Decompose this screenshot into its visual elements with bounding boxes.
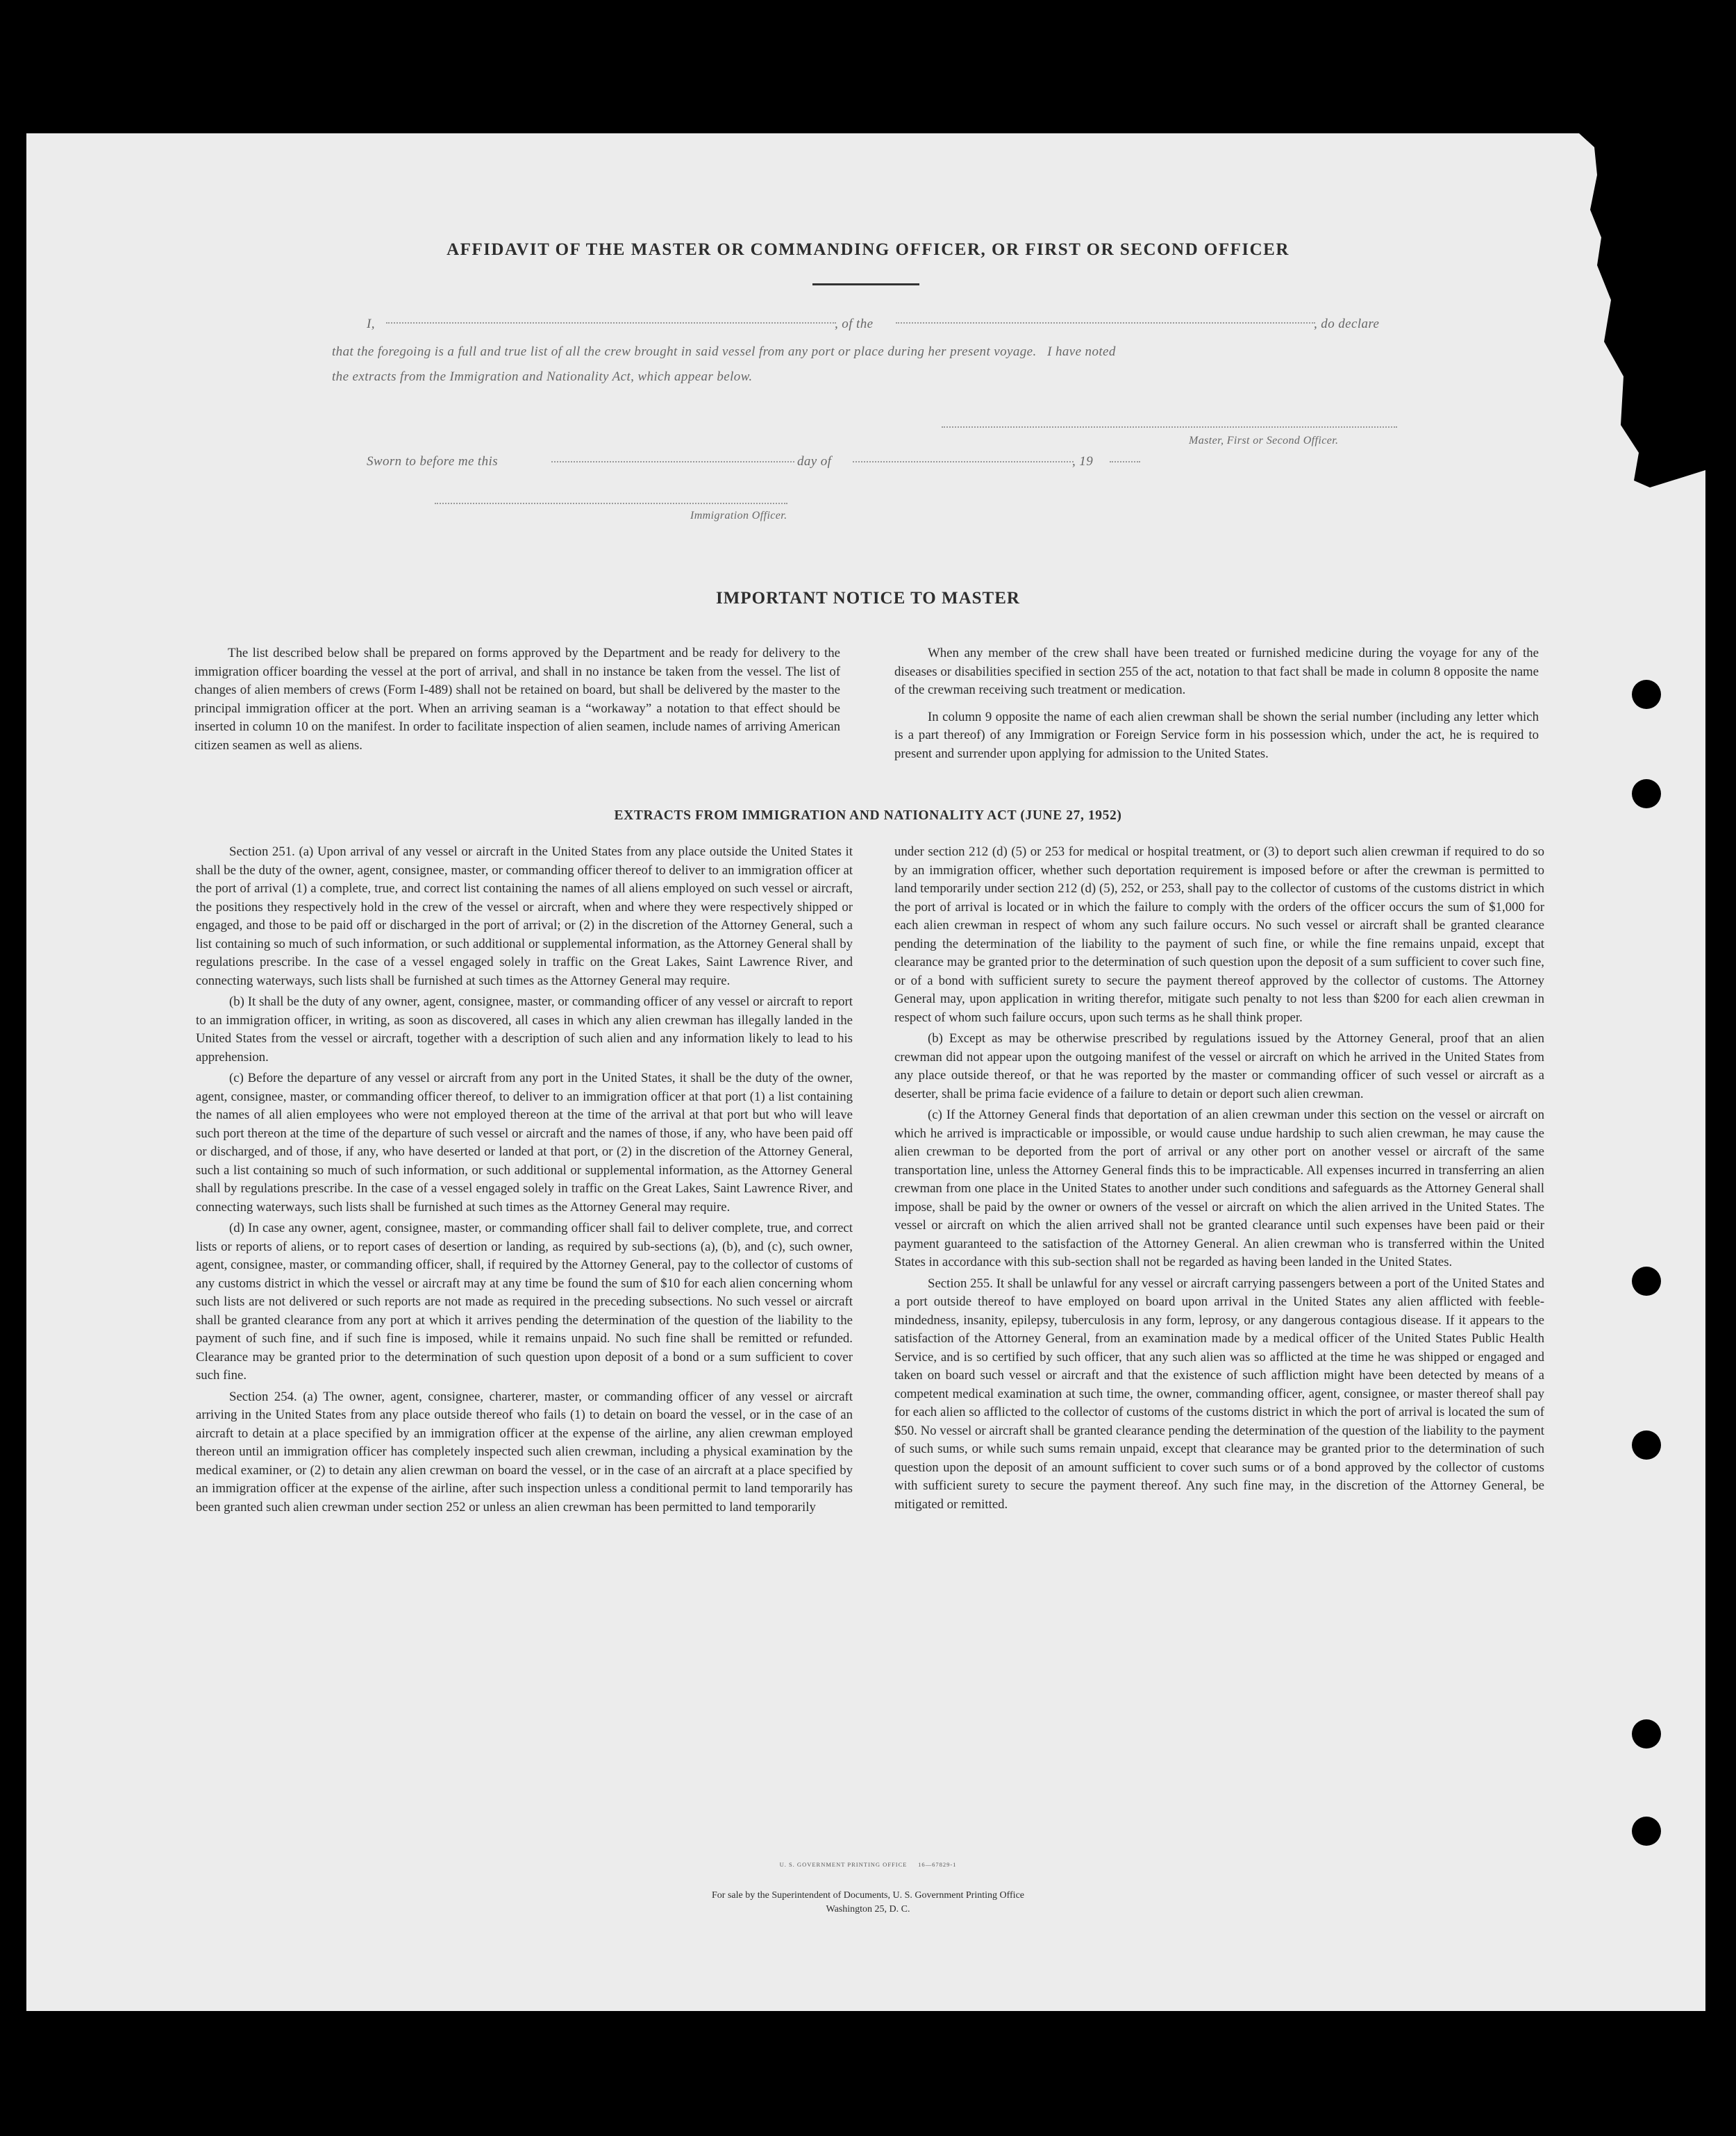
sworn-day-field[interactable]: [551, 461, 794, 462]
master-name-field[interactable]: [386, 322, 836, 324]
master-signature-field[interactable]: [942, 426, 1397, 428]
extract-paragraph: Section 255. It shall be unlawful for any vessel or aircraft carrying passengers between a port of the United States and a port outside thereof to have employed on board upon arrival in the United States any alien afflicted with feeble-mindedness, insanity, epilepsy, tuberculosis in any form, leprosy, or any dangerous contagious disease. If it appears to the satisfaction of the Attorney General, from an examination made by a medical officer of the United States Public Health Service, and is so certified by such officer, that any such alien was so afflicted at the time he was shipped or engaged and taken on board such vessel or aircraft and that the existence of such affliction might have been detected by means of a competent medical examination at such time, the owner, commanding officer, agent, consignee, or master thereof shall pay for each alien so afflicted to the collector of customs of the customs district in which the port of arrival is located the sum of $50. No vessel or aircraft shall be granted clearance pending the determination of the question of the liability to the payment of such sums, or while such sums remain unpaid, except that clearance may be granted prior to the determination of such question upon the deposit of an amount sufficient to cover such sums or of a bond approved by the collector of customs with sufficient surety to secure the payment thereof. Any such fine may, in the discretion of the Attorney General, be mitigated or remitted.: [894, 1276, 1544, 1512]
affidavit-statement-line2: the extracts from the Immigration and Nationality Act, which appear below.: [332, 369, 753, 384]
title-rule: [812, 283, 919, 285]
notice-right-paragraph: When any member of the crew shall have been treated or furnished medicine during the voyage for any of the diseases or disabilities specified in section 255 of the act, notation to that fact shall be made in column 8 opposite the name of the crewman receiving such treatment or medication.: [894, 646, 1539, 697]
extract-paragraph: Section 251. (a) Upon arrival of any vessel or aircraft in the United States from any place outside the United States it shall be the duty of the owner, agent, consignee, master, or commanding officer thereof to deliver to an immigration officer at the port of arrival (1) a complete, true, and correct list containing the names of all aliens employed on such vessel or aircraft, the positions they respectively hold in the crew of the vessel or aircraft, when and where they were respectively shipped or engaged, and those to be paid off or discharged in the port of arrival; or (2) in the discretion of the Attorney General, such a list containing so much of such information, or such additional or supplemental information, as the Attorney General shall by regulations prescribe. In the case of a vessel engaged solely in traffic on the Great Lakes, Saint Lawrence River, and connecting waterways, such lists shall be furnished at such times as the Attorney General may require.: [196, 844, 853, 988]
immigration-officer-label: Immigration Officer.: [690, 510, 787, 522]
extract-paragraph: (b) It shall be the duty of any owner, agent, consignee, master, or commanding officer of any vessel or aircraft to report to an immigration officer, in writing, as soon as discovered, all cases in which any alien crewman has illegally landed in the United States from the vessel or aircraft, together with a description of such alien and any information likely to lead to his apprehension.: [196, 994, 853, 1065]
binder-hole: [1632, 1817, 1661, 1846]
binder-hole: [1632, 1719, 1661, 1749]
sale-notice-line2: Washington 25, D. C.: [826, 1904, 910, 1914]
binder-hole: [1632, 779, 1661, 808]
extract-paragraph: (c) If the Attorney General finds that deportation of an alien crewman under this section on the vessel or aircraft on which he arrived is impracticable or impossible, or would cause undue hardship to such alien crewman, he may cause the alien crewman to be deported from the port of arrival or any other port on another vessel or aircraft of the same transportation line, unless the Attorney General finds this to be impracticable. All expenses incurred in transferring an alien crewman from one place in the United States to another under such conditions and safeguards as the Attorney General shall impose, shall be paid by the owner or owners of the vessel or aircraft on which the alien arrived in the United States. The vessel or aircraft on which the alien arrived shall not be granted clearance until such expenses have been paid or their payment guaranteed to the satisfaction of the Attorney General. An alien crewman who is transferred within the United States in accordance with this sub-section shall not be regarded as having been landed in the United States.: [894, 1108, 1544, 1269]
notice-right-column: [894, 644, 1539, 763]
affidavit-statement-line1: that the foregoing is a full and true list of all the crew brought in said vessel from any port or place during her present voyage. I have noted: [332, 344, 1116, 359]
extracts-left-column: [196, 843, 853, 1517]
notice-title: IMPORTANT NOTICE TO MASTER: [716, 589, 1020, 608]
extract-paragraph: (c) Before the departure of any vessel or aircraft from any port in the United States, it shall be the duty of the owner, agent, consignee, master, or commanding officer thereof, to deliver to an immigration officer at that port (1) a list containing the names of all alien employees who were not employed thereon at the time of the arrival at that port but who will leave such port thereon at the time of the departure of such vessel or aircraft and the names of those, if any, who have been paid off or discharged, and of those, if any, who have deserted or landed at that port, or (2) in the discretion of the Attorney General, such a list containing so much of such information, or such additional or supplemental information, as the Attorney General shall by regulations prescribe. In the case of a vessel engaged solely in traffic on the Great Lakes, Saint Lawrence River, and connecting waterways, such lists shall be furnished at such times as the Attorney General may require.: [196, 1071, 853, 1215]
immigration-officer-signature-field[interactable]: [435, 503, 787, 504]
extracts-right-column: [894, 843, 1544, 1514]
binder-hole: [1632, 680, 1661, 709]
notice-left-paragraph: The list described below shall be prepared on forms approved by the Department and be ready for delivery to the immigration officer boarding the vessel at the port of arrival, and shall in no instance be taken from the vessel. The list of changes of alien members of crews (Form I-489) shall not be retained on board, but shall be delivered by the master to the principal immigration officer at the port. When an arriving seaman is a “workaway” a notation to that effect should be inserted in column 10 on the manifest. In order to facilitate inspection of alien seamen, include names of arriving American citizen seamen as well as aliens.: [194, 646, 840, 753]
extract-paragraph: (d) In case any owner, agent, consignee, master, or commanding officer shall fail to deliver complete, true, and correct lists or reports of aliens, or to report cases of desertion or landing, as required by sub-sections (a), (b), and (c), such owner, agent, consignee, master, or commanding officer, shall, if required by the Attorney General, pay to the collector of customs of any customs district in which the vessel or aircraft may at any time be found the sum of $10 for each alien concerning whom such lists are not delivered or such reports are not made as required in the preceding subsections. No such vessel or aircraft shall be granted clearance from any port at which it arrives pending the determination of the question of the liability to the payment of such fine, and if such fine is imposed, while it remains unpaid. No such fine shall be remitted or refunded. Clearance may be granted prior to the determination of such question upon deposit of a bond or a sum sufficient to cover such fine.: [196, 1221, 853, 1383]
year-label: , 19: [1072, 454, 1094, 469]
notice-right-paragraph: In column 9 opposite the name of each alien crewman shall be shown the serial number (including any letter which is a part thereof) of any Immigration or Foreign Service form in his possession which, under the act, he is required to present and surrender upon applying for admission to the United States.: [894, 709, 1539, 761]
affidavit-of-the-label: , of the: [835, 317, 874, 331]
vessel-name-field[interactable]: [896, 322, 1315, 324]
notice-left-column: [194, 644, 840, 755]
binder-hole: [1632, 1430, 1661, 1460]
extract-paragraph: under section 212 (d) (5) or 253 for medical or hospital treatment, or (3) to deport such alien crewman if required to do so by an immigration officer, whether such deportation requirement is imposed before or after the crewman is permitted to land temporarily under section 212 (d) (5), 252, or 253, shall pay to the collector of customs of the customs district in which the port of arrival is located or in which the failure to comply with the orders of the officer occurs the sum of $1,000 for each alien crewman in respect of whom any such failure occurs. No such vessel or aircraft shall be granted clearance pending the determination of the liability to the payment of such fine, or while the fine remains unpaid, except that clearance may be granted prior to the determination of such question upon the deposit of a sum sufficient to cover such fine, or of a bond with sufficient surety to secure the payment thereof approved by the collector of customs. The Attorney General may, upon application in writing therefor, mitigate such penalty to not less than $200 for each alien crewman in respect of whom such failure occurs, upon such terms as he shall think proper.: [894, 844, 1544, 1025]
sworn-month-field[interactable]: [853, 461, 1074, 462]
sale-notice-line1: For sale by the Superintendent of Documents, U. S. Government Printing Office: [712, 1890, 1024, 1901]
binder-hole: [1632, 1267, 1661, 1296]
extract-paragraph: (b) Except as may be otherwise prescribed by regulations issued by the Attorney General, proof that an alien crewman did not appear upon the outgoing manifest of the vessel or aircraft on which he arrived in the United States from any place outside thereof, or that he was reported by the master or commanding officer of such vessel or aircraft as a deserter, shall be prima facie evidence of a failure to detain or deport such alien crewman.: [894, 1031, 1544, 1101]
affidavit-i-label: I,: [367, 317, 375, 331]
affidavit-title: AFFIDAVIT OF THE MASTER OR COMMANDING OFFICER, OR FIRST OR SECOND OFFICER: [446, 240, 1290, 259]
extract-paragraph: Section 254. (a) The owner, agent, consignee, charterer, master, or commanding officer of any vessel or aircraft arriving in the United States from any place outside thereof who fails (1) to detain on board the vessel, or in the case of an aircraft to detain at a place specified by an immigration officer at the expense of the airline, any alien crewman employed thereon until an immigration officer has completely inspected such alien crewman, including a physical examination by the medical examiner, or (2) to detain any alien crewman on board the vessel, or in the case of an aircraft at a place specified by an immigration officer at the expense of the airline, after such inspection unless a conditional permit to land temporarily has been granted such alien crewman under section 252 or unless an alien crewman has been permitted to land temporarily: [196, 1389, 853, 1515]
sworn-year-field[interactable]: [1110, 461, 1140, 462]
extracts-title: EXTRACTS FROM IMMIGRATION AND NATIONALITY ACT (JUNE 27, 1952): [614, 808, 1122, 823]
printing-office-line: U. S. GOVERNMENT PRINTING OFFICE 16—67829-1: [779, 1861, 957, 1868]
master-signature-label: Master, First or Second Officer.: [1189, 435, 1339, 447]
day-of-label: day of: [797, 454, 832, 469]
affidavit-do-declare-label: , do declare: [1314, 317, 1380, 331]
sworn-label: Sworn to before me this: [367, 454, 498, 469]
